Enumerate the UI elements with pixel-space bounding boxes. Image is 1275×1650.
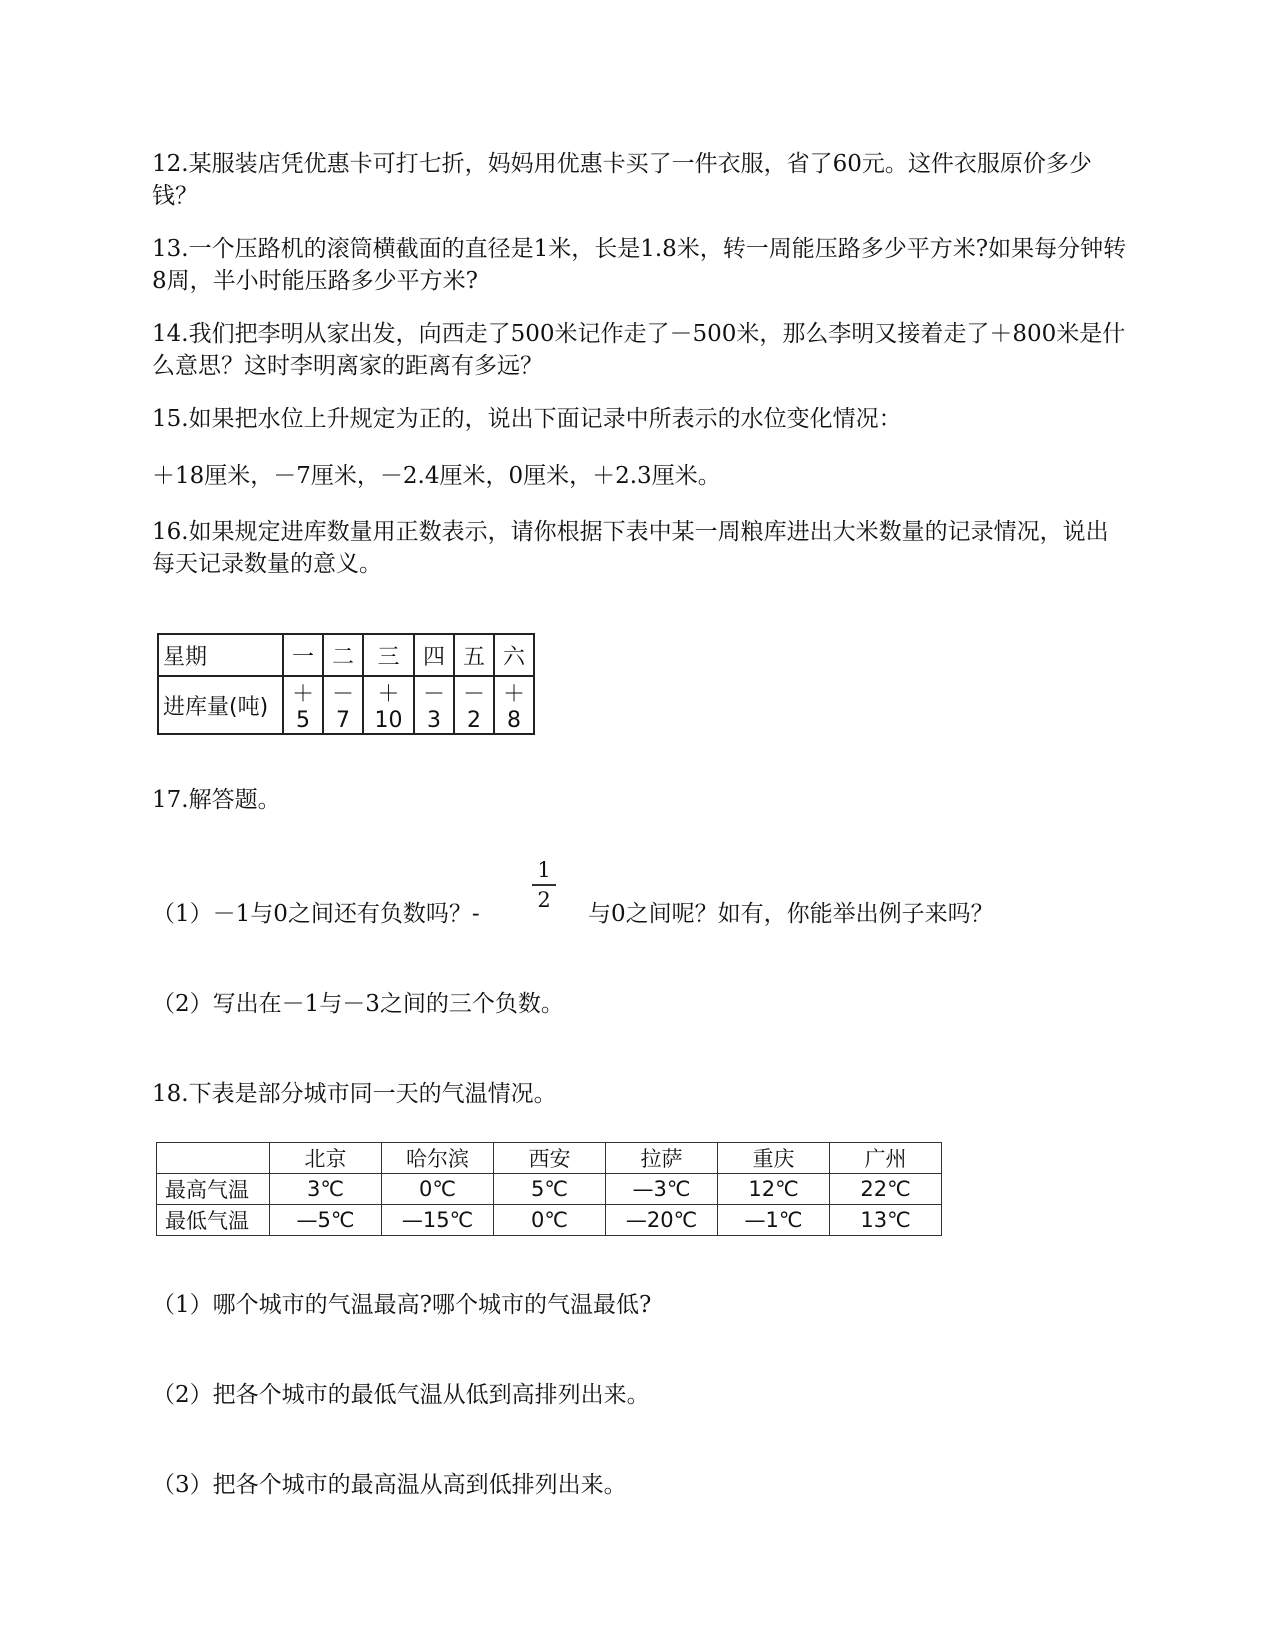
table-cell: —1℃ (718, 1205, 830, 1236)
table-header-cell (157, 1143, 270, 1174)
table-header-cell: 广州 (830, 1143, 942, 1174)
table-cell: ＋10 (363, 676, 414, 734)
table-cell: 12℃ (718, 1174, 830, 1205)
table-header-cell: 二 (323, 634, 363, 676)
table-header-cell: 一 (283, 634, 323, 676)
fraction-one-half (532, 858, 556, 912)
fraction-numerator: 1 (537, 858, 551, 882)
table-cell: 进库量(吨) (158, 676, 283, 734)
table-header-cell: 三 (363, 634, 414, 676)
fraction-bar (532, 884, 556, 886)
table-cell: ＋8 (494, 676, 534, 734)
table-cell: 13℃ (830, 1205, 942, 1236)
table-header-cell: 哈尔滨 (382, 1143, 494, 1174)
question-15-values: ＋18厘米，－7厘米，－2.4厘米，0厘米，＋2.3厘米。 (152, 463, 721, 489)
table-cell: 5℃ (494, 1174, 606, 1205)
table-row (157, 1205, 942, 1236)
question-13: 13.一个压路机的滚筒横截面的直径是1米，长是1.8米，转一周能压路多少平方米?如果每分钟转8周，半小时能压路多少平方米? (152, 236, 1127, 294)
table-row (158, 676, 534, 734)
question-16: 16.如果规定进库数量用正数表示，请你根据下表中某一周粮库进出大米数量的记录情况，说出每天记录数量的意义。 (152, 519, 1109, 577)
table-cell: —3℃ (606, 1174, 718, 1205)
table-cell: －3 (414, 676, 454, 734)
question-15: 15.如果把水位上升规定为正的，说出下面记录中所表示的水位变化情况： (152, 406, 902, 432)
question-17-part2: （2）写出在－1与－3之间的三个负数。 (152, 991, 564, 1017)
question-18-part1: （1）哪个城市的气温最高?哪个城市的气温最低? (152, 1292, 652, 1318)
table-header-cell: 西安 (494, 1143, 606, 1174)
question-17: 17.解答题。 (152, 787, 281, 813)
table-cell: —15℃ (382, 1205, 494, 1236)
fraction-denominator: 2 (537, 887, 551, 912)
grain-inventory-table (157, 633, 535, 735)
question-17-part1-start: （1）－1与0之间还有负数吗？- (152, 901, 480, 927)
city-temperature-table (156, 1142, 942, 1236)
table-cell: —5℃ (270, 1205, 382, 1236)
table-header-cell: 重庆 (718, 1143, 830, 1174)
question-12: 12.某服装店凭优惠卡可打七折，妈妈用优惠卡买了一件衣服，省了60元。这件衣服原价多少钱？ (152, 151, 1092, 209)
table-row (158, 634, 534, 676)
table-cell: 22℃ (830, 1174, 942, 1205)
question-17-part1-end: 与0之间呢？如有，你能举出例子来吗？ (588, 901, 994, 927)
table-cell: 0℃ (494, 1205, 606, 1236)
table-row (157, 1174, 942, 1205)
table-header-cell: 星期 (158, 634, 283, 676)
table-cell: 最高气温 (157, 1174, 270, 1205)
table-header-cell: 拉萨 (606, 1143, 718, 1174)
table-header-cell: 六 (494, 634, 534, 676)
table-header-cell: 五 (454, 634, 494, 676)
table-header-cell: 北京 (270, 1143, 382, 1174)
question-18-part3: （3）把各个城市的最高温从高到低排列出来。 (152, 1472, 627, 1498)
table-row (157, 1143, 942, 1174)
table-cell: 0℃ (382, 1174, 494, 1205)
table-cell: －7 (323, 676, 363, 734)
question-18: 18.下表是部分城市同一天的气温情况。 (152, 1081, 557, 1107)
question-14: 14.我们把李明从家出发，向西走了500米记作走了－500米，那么李明又接着走了＋800米是什么意思？这时李明离家的距离有多远？ (152, 321, 1126, 379)
table-cell: 3℃ (270, 1174, 382, 1205)
table-header-cell: 四 (414, 634, 454, 676)
table-cell: －2 (454, 676, 494, 734)
question-18-part2: （2）把各个城市的最低气温从低到高排列出来。 (152, 1382, 650, 1408)
table-cell: ＋5 (283, 676, 323, 734)
table-cell: —20℃ (606, 1205, 718, 1236)
table-cell: 最低气温 (157, 1205, 270, 1236)
